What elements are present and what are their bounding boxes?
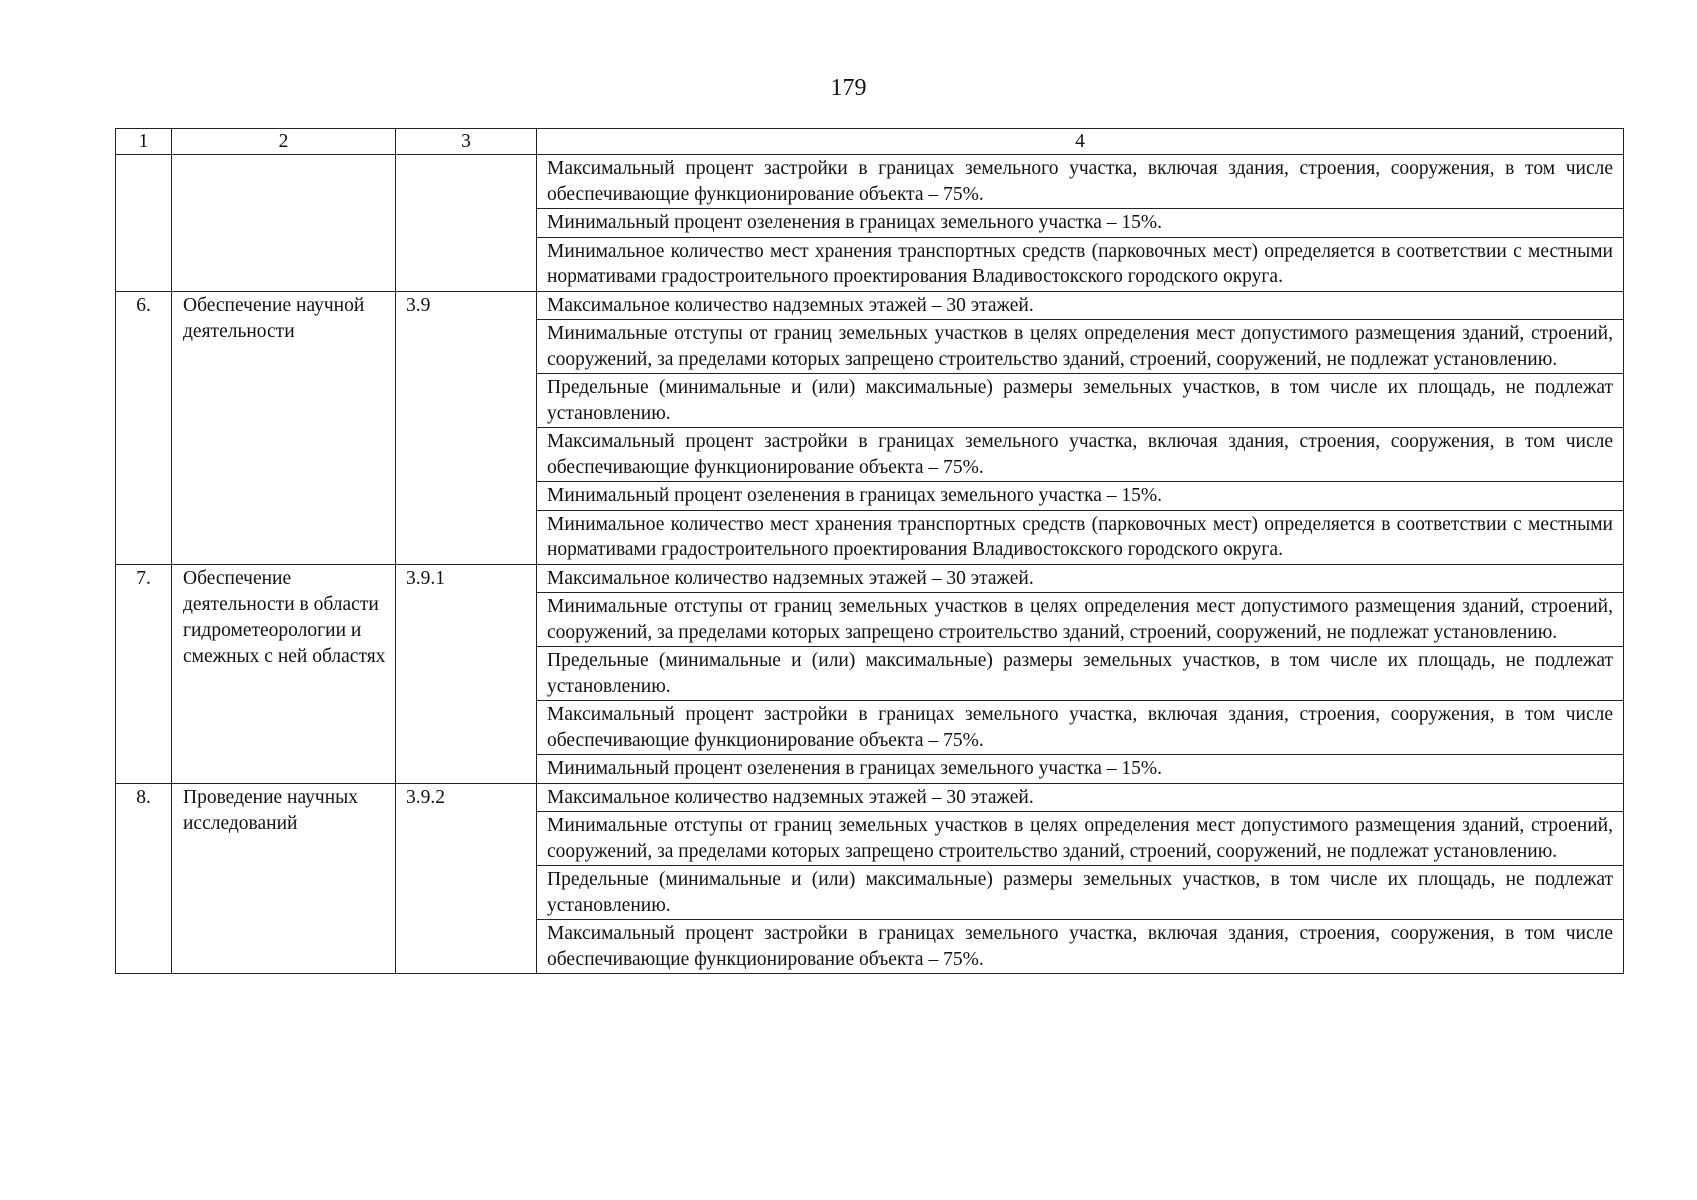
parameter-item: Максимальный процент застройки в границах земельного участка, включая здания, строения, сооружения, в том числе обеспечивающие функционирование объекта – 75%. <box>537 700 1623 754</box>
parameter-item: Минимальный процент озеленения в границах земельного участка – 15%. <box>537 754 1623 783</box>
use-type-name: Обеспечение деятельности в области гидрометеорологии и смежных с ней областях <box>172 564 396 783</box>
parameter-item: Минимальный процент озеленения в границах земельного участка – 15%. <box>537 481 1623 510</box>
parameter-item: Минимальные отступы от границ земельных участков в целях определения мест допустимого размещения зданий, строений, сооружений, за пределами которых запрещено строительство зданий, строений, сооружений, не подлежат установлению. <box>537 592 1623 646</box>
header-cell-2: 2 <box>172 129 396 155</box>
parameter-item: Максимальный процент застройки в границах земельного участка, включая здания, строения, сооружения, в том числе обеспечивающие функционирование объекта – 75%. <box>547 158 1613 205</box>
regulations-table <box>115 128 1624 974</box>
use-type-code: 3.9.1 <box>396 564 537 783</box>
table-header-row <box>116 129 1624 155</box>
use-type-name <box>172 155 396 292</box>
header-cell-4: 4 <box>537 129 1624 155</box>
header-cell-3: 3 <box>396 129 537 155</box>
parameter-item: Максимальный процент застройки в границах земельного участка, включая здания, строения, сооружения, в том числе обеспечивающие функционирование объекта – 75%. <box>537 919 1623 973</box>
parameter-item: Предельные (минимальные и (или) максимальные) размеры земельных участков, в том числе их площадь, не подлежат установлению. <box>537 373 1623 427</box>
table-row <box>116 783 1624 974</box>
row-number: 7. <box>116 564 172 783</box>
parameter-item: Минимальные отступы от границ земельных участков в целях определения мест допустимого размещения зданий, строений, сооружений, за пределами которых запрещено строительство зданий, строений, сооружений, не подлежат установлению. <box>537 319 1623 373</box>
table-row <box>116 564 1624 783</box>
parameter-item: Минимальный процент озеленения в границах земельного участка – 15%. <box>537 208 1623 237</box>
parameters-cell <box>537 155 1624 292</box>
parameter-item: Минимальные отступы от границ земельных участков в целях определения мест допустимого размещения зданий, строений, сооружений, за пределами которых запрещено строительство зданий, строений, сооружений, не подлежат установлению. <box>537 811 1623 865</box>
use-type-code <box>396 155 537 292</box>
parameters-cell <box>537 783 1624 974</box>
parameter-item: Предельные (минимальные и (или) максимальные) размеры земельных участков, в том числе их площадь, не подлежат установлению. <box>537 646 1623 700</box>
page-number: 179 <box>830 75 867 101</box>
row-number: 8. <box>116 783 172 974</box>
use-type-code: 3.9.2 <box>396 783 537 974</box>
parameter-item: Минимальное количество мест хранения транспортных средств (парковочных мест) определяется в соответствии с местными нормативами градостроительного проектирования Владивостокского городского округа. <box>537 237 1623 291</box>
header-cell-1: 1 <box>116 129 172 155</box>
use-type-name: Проведение научных исследований <box>172 783 396 974</box>
parameter-item: Предельные (минимальные и (или) максимальные) размеры земельных участков, в том числе их площадь, не подлежат установлению. <box>537 865 1623 919</box>
row-number: 6. <box>116 291 172 564</box>
parameter-item: Максимальный процент застройки в границах земельного участка, включая здания, строения, сооружения, в том числе обеспечивающие функционирование объекта – 75%. <box>537 427 1623 481</box>
parameter-item: Минимальное количество мест хранения транспортных средств (парковочных мест) определяется в соответствии с местными нормативами градостроительного проектирования Владивостокского городского округа. <box>537 510 1623 564</box>
parameters-cell <box>537 291 1624 564</box>
parameter-item: Максимальное количество надземных этажей – 30 этажей. <box>547 294 1034 316</box>
parameter-item: Максимальное количество надземных этажей – 30 этажей. <box>547 567 1034 589</box>
use-type-code: 3.9 <box>396 291 537 564</box>
parameter-item: Максимальное количество надземных этажей – 30 этажей. <box>547 786 1034 808</box>
use-type-name: Обеспечение научной деятельности <box>172 291 396 564</box>
row-number <box>116 155 172 292</box>
table-row <box>116 291 1624 564</box>
parameters-cell <box>537 564 1624 783</box>
table-row <box>116 155 1624 292</box>
